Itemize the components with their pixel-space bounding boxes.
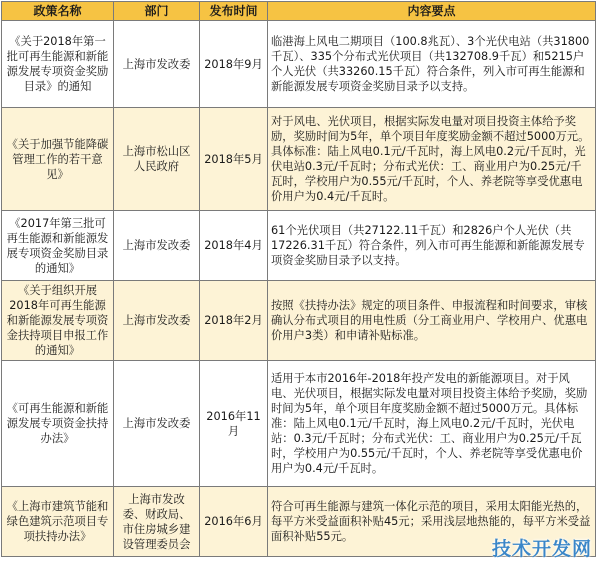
department-cell: 上海市发改委、财政局、市住房城乡建设管理委员会 — [114, 487, 200, 557]
content-cell: 符合可再生能源与建筑一体化示范的项目，采用太阳能光热的，每平方米受益面积补贴45元；采用浅层地热能的，每平方米受益面积补贴55元。 — [268, 487, 596, 557]
header-policy-name: 政策名称 — [2, 2, 114, 21]
release-date-cell: 2018年9月 — [200, 21, 268, 108]
release-date-cell: 2018年4月 — [200, 211, 268, 281]
header-content-points: 内容要点 — [268, 2, 596, 21]
policy-name-cell: 《可再生能源和新能源发展专项资金扶持办法》 — [2, 361, 114, 487]
table-row — [2, 211, 596, 281]
policy-name-cell: 《关于加强节能降碳管理工作的若干意见》 — [2, 108, 114, 211]
content-cell: 61个光伏项目（共27122.11千瓦）和2826户个人光伏（共17226.31千瓦）符合条件，列入市可再生能源和新能源发展专项资金奖励目录予以支持。 — [268, 211, 596, 281]
department-cell: 上海市松山区人民政府 — [114, 108, 200, 211]
department-cell: 上海市发改委 — [114, 211, 200, 281]
header-release-date: 发布时间 — [200, 2, 268, 21]
policy-name-cell: 《上海市建筑节能和绿色建筑示范项目专项扶持办法》 — [2, 487, 114, 557]
table-row — [2, 108, 596, 211]
content-cell: 按照《扶持办法》规定的项目条件、申报流程和时间要求，审核确认分布式项目的用电性质（分工商业用户、学校用户、优惠电价用户3类）和申请补贴标准。 — [268, 281, 596, 361]
release-date-cell: 2016年6月 — [200, 487, 268, 557]
policy-name-cell: 《2017年第三批可再生能源和新能源发展专项资金奖励目录的通知》 — [2, 211, 114, 281]
watermark-logo: 技术开发网 — [491, 538, 592, 560]
header-row — [2, 2, 596, 21]
policy-name-cell: 《关于2018年第一批可再生能源和新能源发展专项资金奖励目录》的通知 — [2, 21, 114, 108]
release-date-cell: 2018年2月 — [200, 281, 268, 361]
policy-name-cell: 《关于组织开展2018年可再生能源和新能源发展专项资金扶持项目申报工作的通知》 — [2, 281, 114, 361]
department-cell: 上海市发改委 — [114, 361, 200, 487]
department-cell: 上海市发改委 — [114, 281, 200, 361]
header-department: 部门 — [114, 2, 200, 21]
department-cell: 上海市发改委 — [114, 21, 200, 108]
table-row — [2, 281, 596, 361]
table-row — [2, 361, 596, 487]
content-cell: 适用于本市2016年-2018年投产发电的新能源项目。对于风电、光伏项目，根据实际发电量对项目投资主体给予奖励，奖励时间为5年，单个项目年度奖励金额不超过5000万元。具体标准：陆上风电0.1元/千瓦时，海上风电0.2元/千瓦时，光伏电站：0.3元/千瓦时；分布式光伏：工、商业用户为0.25元/千瓦时，学校用户为0.55元/千瓦时，个人、养老院等享受优惠电价用户为0.4元/千瓦时。 — [268, 361, 596, 487]
content-cell: 对于风电、光伏项目，根据实际发电量对项目投资主体给予奖励，奖励时间为5年，单个项目年度奖励金额不超过5000万元。具体标准：陆上风电0.1元/千瓦时，海上风电0.2元/千瓦时，光伏电站0.3元/千瓦时；分布式光伏：工、商业用户为0.25元/千瓦时，学校用户为0.55元/千瓦时，个人、养老院等享受优惠电价用户为0.4元/千瓦时。 — [268, 108, 596, 211]
release-date-cell: 2016年11月 — [200, 361, 268, 487]
release-date-cell: 2018年5月 — [200, 108, 268, 211]
policy-table — [1, 1, 596, 557]
content-cell: 临港海上风电二期项目（100.8兆瓦）、3个光伏电站（共31800千瓦）、335个分布式光伏项目（共132708.9千瓦）和5215户个人光伏（共33260.15千瓦）符合条件，列入市可再生能源和新能源发展专项资金奖励目录予以支持。 — [268, 21, 596, 108]
table-row — [2, 21, 596, 108]
